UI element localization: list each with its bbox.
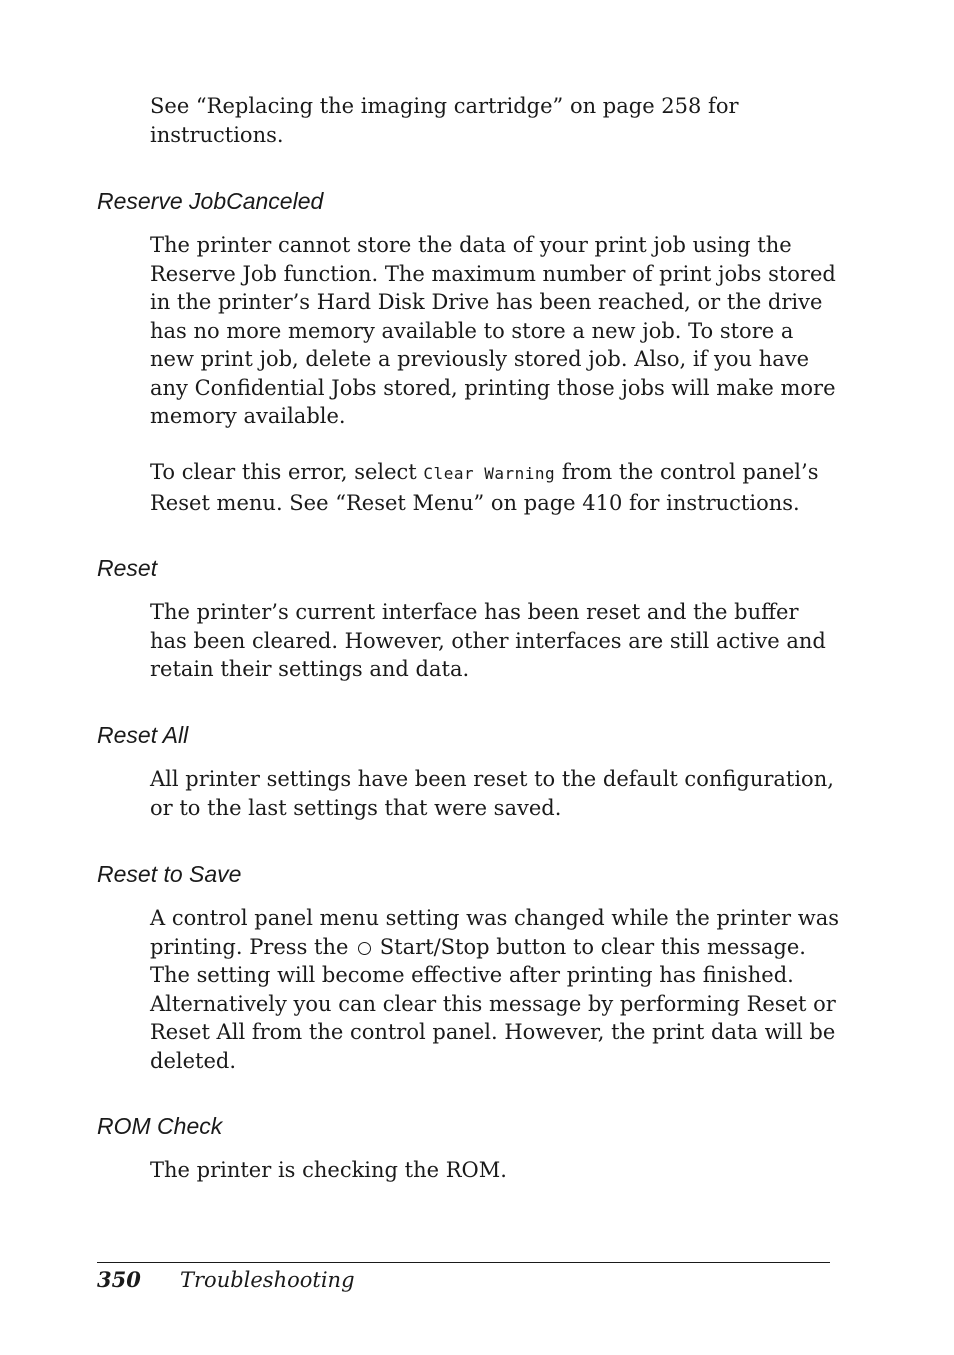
reset-to-save-text-after: Start/Stop button to clear this message. The setting will become effective after printing has finished. Alternatively you can clear this message by performing Reset or Reset All from the control panel. However, the print data will be deleted. xyxy=(150,934,836,1073)
intro-paragraph: See “Replacing the imaging cartridge” on page 258 for instructions. xyxy=(150,94,739,147)
clear-error-text-after: from the control panel’s Reset menu. See “Reset Menu” on page 410 for instructions. xyxy=(150,460,819,515)
paragraph-rom-check: The printer is checking the ROM. xyxy=(150,1158,507,1182)
heading-reset: Reset xyxy=(97,555,158,581)
clear-error-text-before: To clear this error, select xyxy=(150,460,424,484)
paragraph-reserve-job-canceled: The printer cannot store the data of your print job using the Reserve Job function. The maximum number of print jobs stored in the printer’s Hard Disk Drive has been reached, or the drive has no more memory available to store a new job. To store a new print job, delete a previously stored job. Also, if you have any Confidential Jobs stored, printing those jobs will make more memory available. xyxy=(150,233,836,428)
footer-divider xyxy=(97,1262,830,1263)
heading-rom-check: ROM Check xyxy=(97,1113,223,1139)
heading-reserve-job-canceled: Reserve JobCanceled xyxy=(97,188,324,214)
paragraph-reset: The printer’s current interface has been reset and the buffer has been cleared. However, other interfaces are still active and retain their settings and data. xyxy=(150,600,826,681)
paragraph-reset-to-save xyxy=(150,904,840,1075)
footer-section-title: Troubleshooting xyxy=(180,1268,355,1292)
footer-page-number: 350 xyxy=(97,1267,141,1292)
clear-warning-code: Clear Warning xyxy=(423,464,556,483)
paragraph-clear-error xyxy=(150,458,840,517)
reset-to-save-text-before: A control panel menu setting was changed while the printer was printing. Press the xyxy=(150,906,840,959)
start-stop-icon xyxy=(358,942,371,955)
paragraph-reset-all: All printer settings have been reset to the default configuration, or to the last settings that were saved. xyxy=(150,767,834,820)
heading-reset-to-save: Reset to Save xyxy=(97,861,242,887)
heading-reset-all: Reset All xyxy=(97,722,189,748)
